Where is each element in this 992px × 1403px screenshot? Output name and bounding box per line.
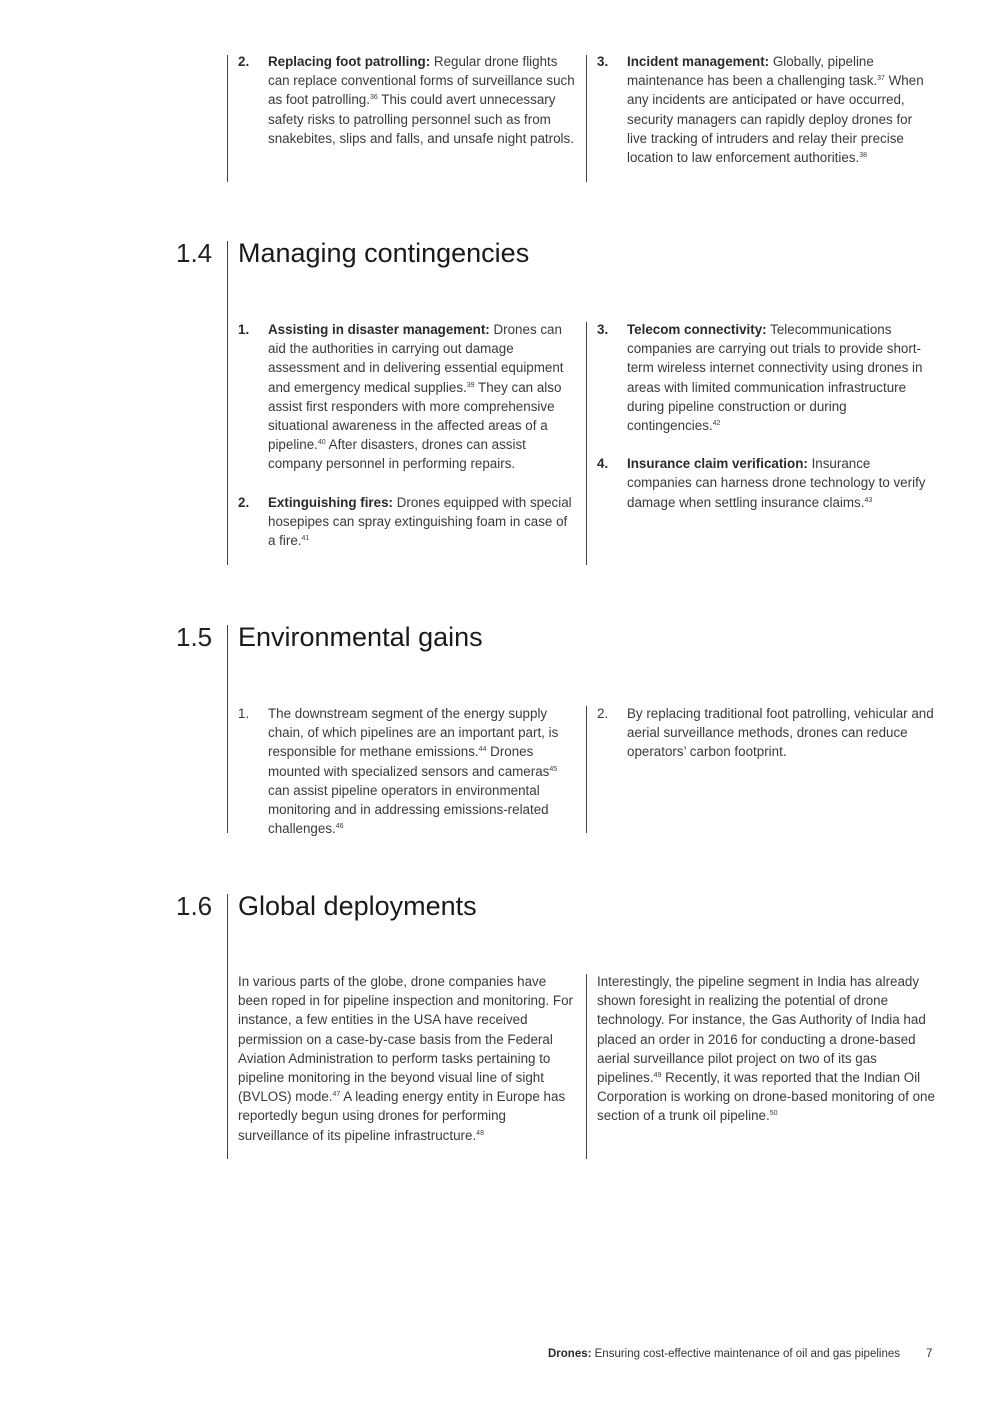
item-number: 2. xyxy=(238,494,250,510)
list-item xyxy=(597,454,937,512)
footer-text: Ensuring cost-effective maintenance of oil and gas pipelines xyxy=(591,1348,900,1360)
item-text: Extinguishing fires: Drones equipped with special hosepipes can spray extinguishing foam in case of a fire.$^{41}$ xyxy=(268,494,572,549)
footnote-ref: 49 xyxy=(653,1072,662,1080)
list-item xyxy=(238,704,576,838)
divider-line xyxy=(586,322,587,565)
section-number: 1.6 xyxy=(176,891,213,921)
list-item xyxy=(597,320,937,435)
footnote-ref: 48 xyxy=(476,1129,484,1137)
footnote-ref: 37 xyxy=(877,75,885,83)
section-divider xyxy=(227,894,228,1159)
item-text: Telecom connectivity: Telecommunications companies are carrying out trials to provide short-term wireless internet connectivity using drones in areas with limited communication infrastructure during pipeline construction or during contingencies.$^{42}$ xyxy=(627,322,923,434)
footnote-ref: 42 xyxy=(712,420,721,428)
item-number: 1. xyxy=(238,322,250,337)
s14-right-column xyxy=(597,320,937,512)
divider-line xyxy=(586,974,587,1159)
top-left-column xyxy=(238,52,576,148)
section-number: 1.5 xyxy=(176,622,213,652)
item-number: 1. xyxy=(238,706,250,721)
item-text: Insurance claim verification: Insurance companies can harness drone technology to verify damage when settling insurance claims.$^{43}$ xyxy=(627,456,926,510)
list-item xyxy=(597,704,937,762)
footnote-ref: 45 xyxy=(549,765,558,773)
list-item xyxy=(238,493,576,551)
s16-left-column xyxy=(238,972,576,1145)
footnote-ref: 39 xyxy=(466,381,475,389)
item-text: Assisting in disaster management: Drones can aid the authorities in carrying out damage assessment and in delivering essential equipment and emergency medical supplies.$^{39}$ They can also assist first responders with more comprehensive situational awareness in the affected areas of a pipeline.$^{40}$ After disasters, drones can assist company personnel in performing repairs. xyxy=(268,322,564,472)
footnote-ref: 46 xyxy=(335,823,344,831)
list-item xyxy=(238,52,576,148)
list-item xyxy=(238,320,576,474)
item-number: 3. xyxy=(597,322,609,337)
divider-line xyxy=(586,706,587,833)
item-text: By replacing traditional foot patrolling, vehicular and aerial surveillance methods, drones can reduce operators’ carbon footprint. xyxy=(627,706,934,760)
top-right-column xyxy=(597,52,935,167)
item-text: Incident management: Globally, pipeline maintenance has been a challenging task.$^{37}$ When any incidents are anticipated or have occurred, security managers can rapidly deploy drones for live tracking of intruders and relay their precise location to law enforcement authorities.$^{38}$ xyxy=(627,54,924,166)
paragraph: Interestingly, the pipeline segment in India has already shown foresight in realizing the potential of drone technology. For instance, the Gas Authority of India had placed an order in 2016 for conducting a drone-based aerial surveillance pilot project on two of its gas pipelines.$^{49}$ Recently, it was reported that the Indian Oil Corporation is working on drone-based monitoring of one section of a trunk oil pipeline.$^{50}$ xyxy=(597,974,935,1124)
item-number: 4. xyxy=(597,456,609,472)
footnote-ref: 43 xyxy=(864,496,873,504)
item-number: 3. xyxy=(597,54,609,69)
s15-left-column xyxy=(238,704,576,838)
section-title: Managing contingencies xyxy=(238,238,530,268)
page-footer xyxy=(548,1346,900,1362)
item-number: 2. xyxy=(597,706,609,721)
divider-line xyxy=(586,55,587,182)
paragraph: In various parts of the globe, drone companies have been roped in for pipeline inspection and monitoring. For instance, a few entities in the USA have received permission on a case-by-case basis from the Federal Aviation Administration to perform tasks pertaining to pipeline monitoring in the beyond visual line of sight (BVLOS) mode.$^{47}$ A leading energy entity in Europe has reportedly begun using drones for performing surveillance of its pipeline infrastructure.$^{48}$ xyxy=(238,974,573,1143)
footnote-ref: 38 xyxy=(859,152,868,160)
footer-bold: Drones: xyxy=(547,1348,592,1360)
footnote-ref: 44 xyxy=(478,746,487,754)
section-title: Environmental gains xyxy=(238,622,483,652)
s16-right-column xyxy=(597,972,935,1126)
section-divider xyxy=(227,625,228,833)
footnote-ref: 40 xyxy=(317,439,326,447)
footnote-ref: 50 xyxy=(769,1110,778,1118)
item-text: Replacing foot patrolling: Regular drone flights can replace conventional forms of surveillance such as foot patrolling.$^{36}$ This could avert unnecessary safety risks to patrolling personnel such as from snakebites, slips and falls, and unsafe night patrols. xyxy=(268,54,575,146)
section-title: Global deployments xyxy=(238,891,477,921)
divider-line xyxy=(227,55,228,182)
item-text: The downstream segment of the energy supply chain, of which pipelines are an important part, is responsible for methane emissions.$^{44}$ Drones mounted with specialized sensors and cameras$^{45}$ can assist pipeline operators in environmental monitoring and in addressing emissions-related challenges.$^{46}$ xyxy=(268,706,559,837)
footnote-ref: 36 xyxy=(369,94,378,102)
item-number: 2. xyxy=(238,54,250,69)
page-number: 7 xyxy=(926,1348,933,1360)
section-number: 1.4 xyxy=(176,238,213,268)
list-item xyxy=(597,52,935,167)
s14-left-column xyxy=(238,320,576,550)
section-divider xyxy=(227,241,228,565)
s15-right-column xyxy=(597,704,937,762)
footnote-ref: 41 xyxy=(301,535,310,543)
footnote-ref: 47 xyxy=(332,1091,341,1099)
